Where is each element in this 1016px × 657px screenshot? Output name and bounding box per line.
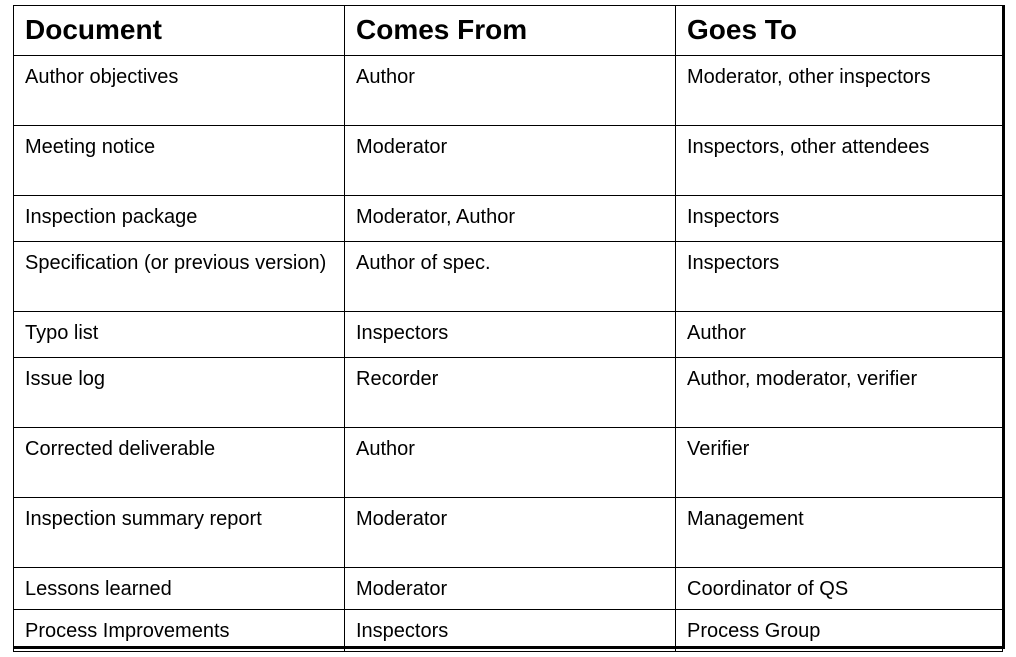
cell-comes-from: Moderator bbox=[345, 498, 676, 568]
table-row bbox=[14, 312, 1003, 358]
table-row bbox=[14, 242, 1003, 312]
cell-comes-from: Inspectors bbox=[345, 312, 676, 358]
cell-goes-to: Moderator, other inspectors bbox=[676, 56, 1003, 126]
cell-goes-to: Verifier bbox=[676, 428, 1003, 498]
cell-comes-from: Author of spec. bbox=[345, 242, 676, 312]
table-row bbox=[14, 610, 1003, 652]
cell-goes-to: Coordinator of QS bbox=[676, 568, 1003, 610]
table-row bbox=[14, 56, 1003, 126]
cell-document: Corrected deliverable bbox=[14, 428, 345, 498]
document-flow-table-container bbox=[13, 5, 1005, 649]
document-flow-table bbox=[13, 5, 1003, 652]
table-header-row bbox=[14, 6, 1003, 56]
cell-goes-to: Management bbox=[676, 498, 1003, 568]
cell-comes-from: Author bbox=[345, 56, 676, 126]
table-row bbox=[14, 358, 1003, 428]
cell-goes-to: Inspectors bbox=[676, 242, 1003, 312]
cell-comes-from: Moderator bbox=[345, 126, 676, 196]
cell-document: Issue log bbox=[14, 358, 345, 428]
header-goes-to: Goes To bbox=[676, 6, 1003, 56]
table-row bbox=[14, 428, 1003, 498]
table-row bbox=[14, 126, 1003, 196]
cell-comes-from: Author bbox=[345, 428, 676, 498]
table-row bbox=[14, 568, 1003, 610]
cell-document: Inspection summary report bbox=[14, 498, 345, 568]
header-document: Document bbox=[14, 6, 345, 56]
cell-document: Typo list bbox=[14, 312, 345, 358]
table-row bbox=[14, 498, 1003, 568]
cell-goes-to: Author, moderator, verifier bbox=[676, 358, 1003, 428]
cell-document: Inspection package bbox=[14, 196, 345, 242]
cell-goes-to: Process Group bbox=[676, 610, 1003, 652]
table-row bbox=[14, 196, 1003, 242]
cell-goes-to: Inspectors bbox=[676, 196, 1003, 242]
cell-comes-from: Moderator, Author bbox=[345, 196, 676, 242]
cell-document: Meeting notice bbox=[14, 126, 345, 196]
cell-comes-from: Recorder bbox=[345, 358, 676, 428]
cell-document: Lessons learned bbox=[14, 568, 345, 610]
cell-goes-to: Author bbox=[676, 312, 1003, 358]
cell-document: Process Improvements bbox=[14, 610, 345, 652]
cell-comes-from: Moderator bbox=[345, 568, 676, 610]
cell-goes-to: Inspectors, other attendees bbox=[676, 126, 1003, 196]
cell-document: Author objectives bbox=[14, 56, 345, 126]
header-comes-from: Comes From bbox=[345, 6, 676, 56]
cell-comes-from: Inspectors bbox=[345, 610, 676, 652]
cell-document: Specification (or previous version) bbox=[14, 242, 345, 312]
